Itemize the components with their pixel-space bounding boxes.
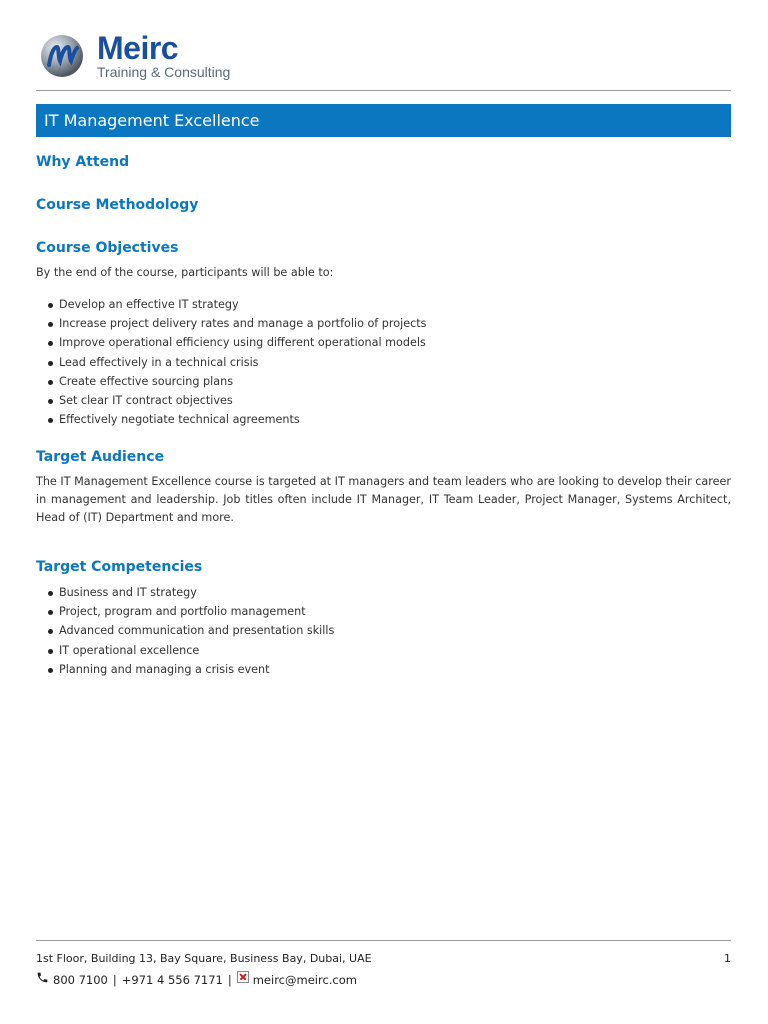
list-item: Increase project delivery rates and manage a portfolio of projects [36, 314, 731, 333]
footer-divider [36, 940, 731, 941]
email-link[interactable]: meirc@meirc.com [252, 972, 357, 987]
bullet-icon [48, 649, 53, 654]
objectives-intro: By the end of the course, participants will be able to: [36, 266, 334, 279]
competencies-list [36, 583, 731, 679]
list-item: Create effective sourcing plans [36, 372, 731, 391]
phone-icon [36, 971, 53, 988]
list-item: Planning and managing a crisis event [36, 660, 731, 679]
bullet-icon [48, 322, 53, 327]
list-item: Set clear IT contract objectives [36, 391, 731, 410]
brand-name: Meirc [97, 30, 179, 66]
brand [97, 30, 230, 79]
meirc-logo-icon [40, 34, 84, 78]
list-item: Improve operational efficiency using different operational models [36, 333, 731, 352]
phone-number[interactable]: +971 4 556 7171 [121, 972, 223, 987]
header-divider [36, 90, 731, 91]
bullet-icon [48, 591, 53, 596]
list-item: Advanced communication and presentation skills [36, 621, 731, 640]
bullet-icon [48, 610, 53, 615]
bullet-icon [48, 418, 53, 423]
separator: | [227, 972, 232, 987]
target-audience-text: The IT Management Excellence course is targeted at IT managers and team leaders who are looking to develop their career in management and leadership. Job titles often include IT Manager, IT Team Leader, Project Manager, Systems Architect, Head of (IT) Department and more. [36, 475, 731, 524]
bullet-icon [48, 303, 53, 308]
target-audience-heading: Target Audience [36, 449, 165, 465]
page-number: 1 [724, 952, 731, 965]
list-item: Effectively negotiate technical agreements [36, 410, 731, 429]
list-item: IT operational excellence [36, 641, 731, 660]
course-methodology-heading: Course Methodology [36, 197, 199, 213]
list-item: Lead effectively in a technical crisis [36, 353, 731, 372]
bullet-icon [48, 668, 53, 673]
broken-image-icon [237, 971, 249, 983]
target-competencies-heading: Target Competencies [36, 559, 203, 575]
header [36, 30, 731, 90]
brand-tagline: Training & Consulting [97, 64, 231, 80]
list-item: Business and IT strategy [36, 583, 731, 602]
separator: | [112, 972, 117, 987]
toll-free-phone[interactable]: 800 7100 [53, 972, 108, 987]
course-objectives-heading: Course Objectives [36, 240, 179, 256]
list-item: Project, program and portfolio management [36, 602, 731, 621]
bullet-icon [48, 399, 53, 404]
footer-address: 1st Floor, Building 13, Bay Square, Business Bay, Dubai, UAE [36, 952, 372, 965]
bullet-icon [48, 361, 53, 366]
bullet-icon [48, 341, 53, 346]
bullet-icon [48, 380, 53, 385]
footer-contact [36, 971, 357, 988]
objectives-list [36, 295, 731, 429]
bullet-icon [48, 629, 53, 634]
why-attend-heading: Why Attend [36, 154, 130, 170]
list-item: Develop an effective IT strategy [36, 295, 731, 314]
course-title-bar: IT Management Excellence [36, 104, 731, 137]
